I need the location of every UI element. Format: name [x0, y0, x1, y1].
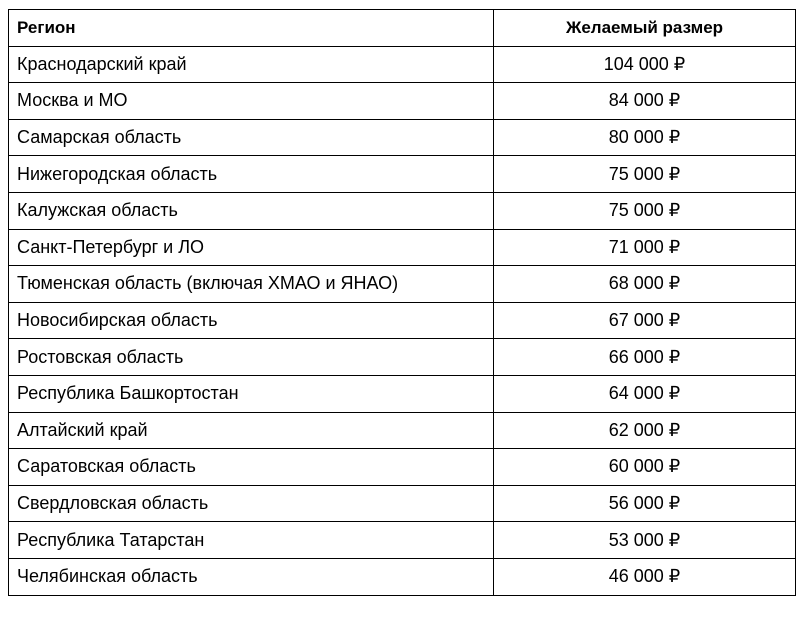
cell-amount: 66 000 ₽: [494, 339, 796, 376]
cell-region: Самарская область: [9, 119, 494, 156]
table-row: [9, 558, 796, 595]
cell-amount: 56 000 ₽: [494, 485, 796, 522]
cell-amount: 75 000 ₽: [494, 192, 796, 229]
cell-region: Ростовская область: [9, 339, 494, 376]
salary-table-container: [8, 9, 795, 596]
table-body: [9, 46, 796, 595]
table-row: [9, 412, 796, 449]
cell-region: Челябинская область: [9, 558, 494, 595]
table-row: [9, 522, 796, 559]
table-row: [9, 119, 796, 156]
cell-region: Краснодарский край: [9, 46, 494, 83]
cell-amount: 68 000 ₽: [494, 266, 796, 303]
cell-amount: 53 000 ₽: [494, 522, 796, 559]
cell-amount: 67 000 ₽: [494, 302, 796, 339]
cell-region: Санкт-Петербург и ЛО: [9, 229, 494, 266]
column-header-region: Регион: [9, 10, 494, 47]
cell-region: Республика Татарстан: [9, 522, 494, 559]
table-row: [9, 485, 796, 522]
table-row: [9, 449, 796, 486]
cell-amount: 60 000 ₽: [494, 449, 796, 486]
table-row: [9, 156, 796, 193]
cell-region: Калужская область: [9, 192, 494, 229]
table-row: [9, 266, 796, 303]
cell-amount: 104 000 ₽: [494, 46, 796, 83]
cell-region: Москва и МО: [9, 83, 494, 120]
cell-region: Свердловская область: [9, 485, 494, 522]
table-row: [9, 229, 796, 266]
cell-region: Саратовская область: [9, 449, 494, 486]
table-row: [9, 192, 796, 229]
cell-region: Нижегородская область: [9, 156, 494, 193]
table-row: [9, 302, 796, 339]
table-header-row: [9, 10, 796, 47]
cell-amount: 62 000 ₽: [494, 412, 796, 449]
cell-amount: 71 000 ₽: [494, 229, 796, 266]
cell-amount: 84 000 ₽: [494, 83, 796, 120]
cell-region: Алтайский край: [9, 412, 494, 449]
salary-table: [8, 9, 796, 596]
table-row: [9, 375, 796, 412]
cell-amount: 46 000 ₽: [494, 558, 796, 595]
cell-amount: 64 000 ₽: [494, 375, 796, 412]
table-row: [9, 83, 796, 120]
cell-region: Республика Башкортостан: [9, 375, 494, 412]
cell-region: Тюменская область (включая ХМАО и ЯНАО): [9, 266, 494, 303]
column-header-amount: Желаемый размер: [494, 10, 796, 47]
table-row: [9, 339, 796, 376]
cell-region: Новосибирская область: [9, 302, 494, 339]
cell-amount: 75 000 ₽: [494, 156, 796, 193]
cell-amount: 80 000 ₽: [494, 119, 796, 156]
table-row: [9, 46, 796, 83]
